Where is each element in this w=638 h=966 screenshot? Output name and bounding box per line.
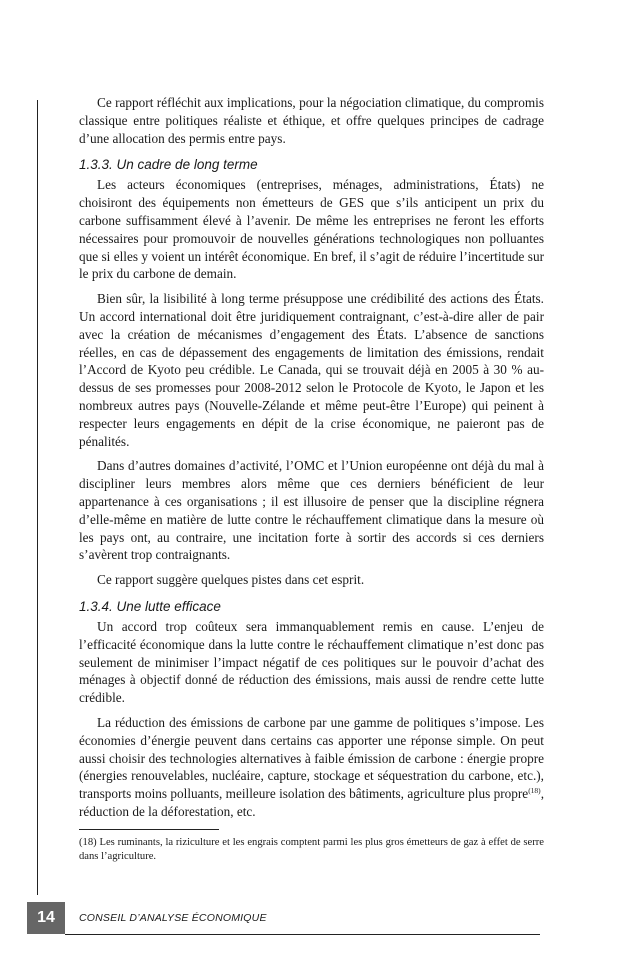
paragraph-text-before-note: La réduction des émissions de carbone par une gamme de politiques s’impose. Les économies d’énergie peuvent dans certains cas apporter une réponse simple. On peut aussi choisir des technologies alternatives à faible émission de carbone : énergie propre (énergies renouvelables, nucléaire, capture, stockage et séquestration du carbone, etc.), transports moins polluants, meilleure isolation des bâtiments, agriculture plus propre [79, 714, 544, 802]
footnote-18: (18) Les ruminants, la riziculture et les engrais comptent parmi les plus gros émetteurs de gaz à effet de serre dans l’agriculture. [79, 836, 544, 862]
page-number-badge: 14 [27, 902, 65, 934]
section-heading-1-3-4: 1.3.4. Une lutte efficace [79, 598, 221, 614]
intro-paragraph: Ce rapport réfléchit aux implications, pour la négociation climatique, du compromis classique entre politiques réaliste et éthique, et offre quelques principes de cadrage d’une allocation des permis entre pays. [79, 95, 544, 146]
footer-rule [65, 934, 540, 935]
left-margin-rule [37, 100, 38, 895]
paragraph-text-after-note: , réduction de la déforestation, etc. [79, 786, 544, 819]
footnote-divider [79, 829, 219, 830]
section-1-3-3-paragraph-3: Dans d’autres domaines d’activité, l’OMC et l’Union européenne ont déjà du mal à discipliner leurs membres alors même que ces derniers bénéficient de leur appartenance à ces organisations ; il est illusoire de penser que la discipline régnera d’elle-même en matière de lutte contre le réchauffement climatique dans la mesure où les pays ont, au contraire, une incitation forte à sortir des accords si ces derniers s’avèrent trop contraignants. [79, 458, 544, 563]
section-1-3-3-paragraph-1: Les acteurs économiques (entreprises, ménages, administrations, États) ne choisiront des équipements non émetteurs de GES que s’ils anticipent un prix du carbone suffisamment élevé à l’avenir. De même les entreprises ne feront les efforts nécessaires pour promouvoir de nouvelles générations technologiques non polluantes que si elles y voient un intérêt économique. En bref, il s’agit de réduire l’incertitude sur le prix du carbone de demain. [79, 177, 544, 282]
section-1-3-4-paragraph-1: Un accord trop coûteux sera immanquablement remis en cause. L’enjeu de l’efficacité économique dans la lutte contre le réchauffement climatique n’est donc pas seulement de minimiser l’impact négatif de ces politiques sur le pouvoir d’achat des ménages à objectif donné de réduction des émissions, mais aussi de rendre cette lutte crédible. [79, 618, 544, 706]
running-footer-label: CONSEIL D’ANALYSE ÉCONOMIQUE [79, 912, 267, 924]
section-heading-1-3-3: 1.3.3. Un cadre de long terme [79, 157, 258, 173]
page-body [79, 94, 544, 864]
section-1-3-3-paragraph-2: Bien sûr, la lisibilité à long terme présuppose une crédibilité des actions des États. Un accord international doit être juridiquement contraignant, c’est-à-dire aller de pair avec la création de mécanismes d’engagement des États. L’absence de sanctions réelles, en cas de dépassement des engagements de limitation des émissions, rendait l’Accord de Kyoto peu crédible. Le Canada, qui se trouvait déjà en 2005 à 30 % au-dessus de ses promesses pour 2008-2012 selon le Protocole de Kyoto, le Japon et les nombreux autres pays (Nouvelle-Zélande et même peut-être l’Europe) qui peinent à respecter leurs engagements en dépit de la crise économique, ne paieront pas de pénalités. [79, 291, 544, 449]
section-1-3-3-paragraph-4: Ce rapport suggère quelques pistes dans cet esprit. [97, 572, 365, 588]
footnote-reference: (18) [528, 786, 541, 796]
section-1-3-4-paragraph-2 [79, 714, 544, 821]
